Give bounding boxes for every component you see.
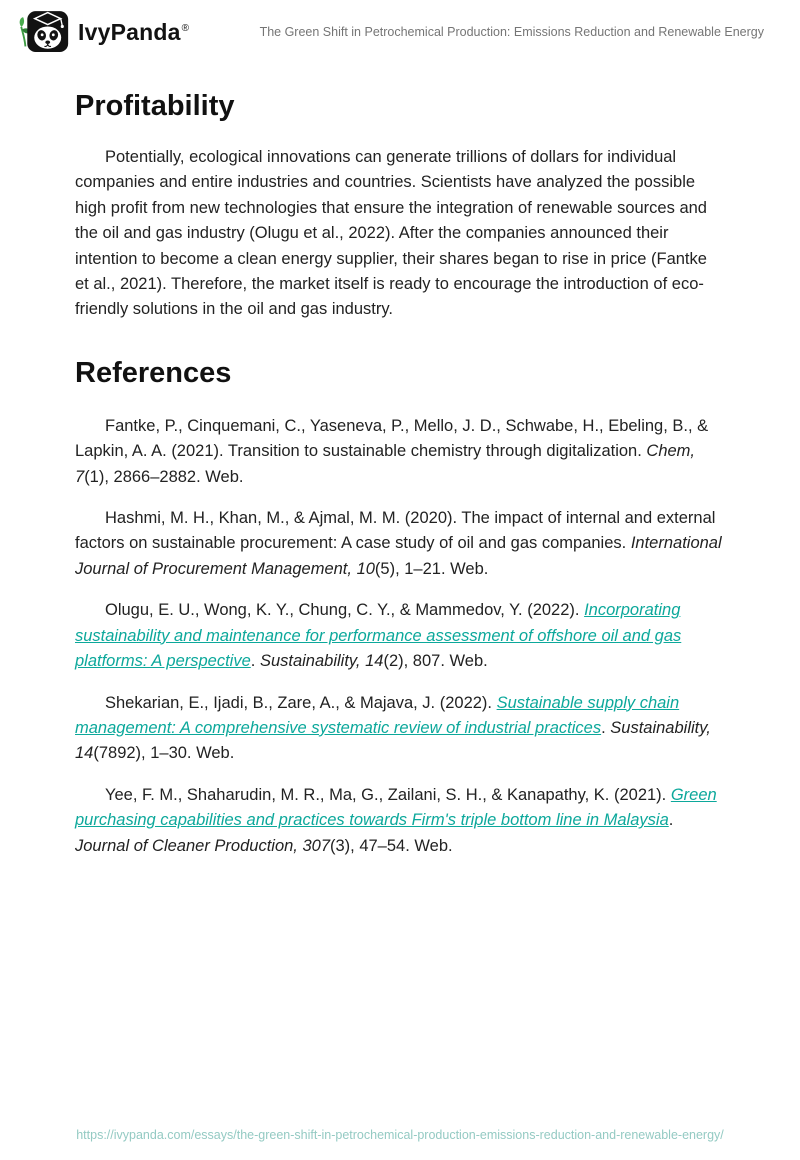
reference-text: (1), 2866–2882. Web. [84, 467, 244, 486]
section-heading-references: References [75, 356, 232, 389]
reference-journal: Journal of Cleaner Production, 307 [75, 836, 330, 855]
reference-journal: Chem, 7 [75, 442, 696, 486]
reference-text: (2), 807. Web. [383, 652, 488, 671]
reference-text: Hashmi, M. H., Khan, M., & Ajmal, M. M. (2020). The impact of internal and external factors on sustainable procurement: A case study of oil and gas companies. [75, 509, 716, 553]
reference-item [75, 783, 725, 859]
section-heading-profitability: Profitability [75, 90, 235, 122]
reference-journal: Sustainability, 14 [259, 652, 384, 671]
reference-text: Fantke, P., Cinquemani, C., Yaseneva, P., Mello, J. D., Schwabe, H., Ebeling, B., & Lapkin, A. A. (2021). Transition to sustainable chemistry through digitalization. [75, 416, 709, 461]
brand-name: IvyPanda® [78, 18, 190, 45]
reference-link[interactable]: Incorporating sustainability and maintenance for performance assessment of offshore oil and gas platforms: A perspective [75, 601, 682, 671]
essay-content [0, 64, 800, 859]
reference-text: Shekarian, E., Ijadi, B., Zare, A., & Majava, J. (2022). [105, 693, 497, 712]
reference-link[interactable]: Sustainable supply chain management: A comprehensive systematic review of industrial practices [75, 693, 680, 737]
ivypanda-logo-icon [18, 9, 70, 56]
reference-journal: International Journal of Procurement Management, 10 [75, 534, 722, 578]
reference-text: . [250, 652, 260, 671]
footer-url[interactable]: https://ivypanda.com/essays/the-green-shift-in-petrochemical-production-emissions-reduction-and-renewable-energy/ [76, 1128, 724, 1142]
reference-journal: Sustainability, 14 [75, 718, 711, 763]
reference-item [75, 598, 725, 674]
reference-text: (3), 47–54. Web. [330, 836, 453, 855]
reference-text: (5), 1–21. Web. [374, 559, 489, 578]
registered-mark: ® [181, 22, 190, 34]
reference-item [75, 414, 725, 490]
reference-text: (7892), 1–30. Web. [93, 744, 235, 763]
reference-item [75, 691, 725, 767]
reference-text: Olugu, E. U., Wong, K. Y., Chung, C. Y., & Mammedov, Y. (2022). [105, 601, 585, 620]
reference-item [75, 506, 725, 582]
reference-text: Yee, F. M., Shaharudin, M. R., Ma, G., Zailani, S. H., & Kanapathy, K. (2021). [105, 785, 671, 804]
document-title: The Green Shift in Petrochemical Production: Emissions Reduction and Renewable Energy [259, 25, 764, 39]
footer [0, 1126, 800, 1144]
reference-link[interactable]: Green purchasing capabilities and practices towards Firm's triple bottom line in Malaysia [75, 785, 717, 830]
brand-lockup[interactable] [18, 9, 189, 56]
reference-text: . [668, 811, 674, 830]
header [0, 0, 800, 64]
body-paragraph: Potentially, ecological innovations can generate trillions of dollars for individual companies and entire industries and countries. Scientists have analyzed the possible high profit from new technologies that ensure the integration of renewable sources and the oil and gas industry (Olugu et al., 2022). After the companies announced their intention to become a clean energy supplier, their shares began to rise in price (Fantke et al., 2021). Therefore, the market itself is ready to encourage the introduction of eco-friendly solutions in the oil and gas industry. [75, 148, 707, 319]
reference-text: . [601, 718, 611, 737]
